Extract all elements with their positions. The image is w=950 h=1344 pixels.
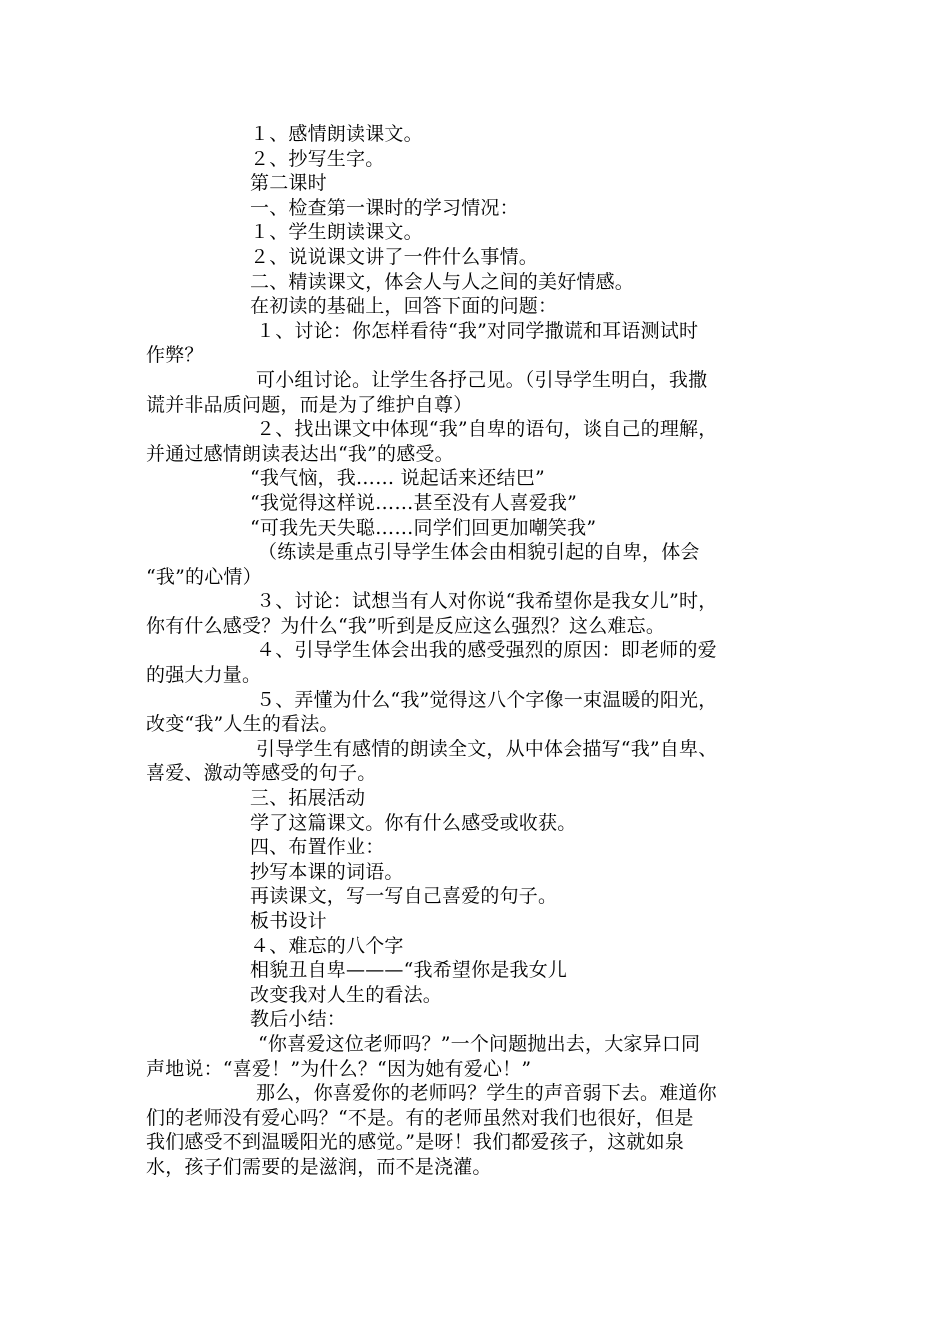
text-line: 你有什么感受？为什么“我”听到是反应这么强烈？这么难忘。 [146,614,666,637]
text-line: （练读是重点引导学生体会由相貌引起的自卑，体会 [258,541,700,564]
text-line: １、感情朗读课文。 [250,123,423,145]
text-line: 水，孩子们需要的是滋润，而不是浇灌。 [146,1155,492,1178]
text-line: ４、难忘的八个字 [250,934,404,957]
text-line: 一、检查第一课时的学习情况： [250,196,519,219]
text-line: 二、精读课文，体会人与人之间的美好情感。 [250,270,635,293]
text-line: ２、说说课文讲了一件什么事情。 [250,245,539,268]
text-line: “我”的心情） [146,565,262,588]
text-line: 三、拓展活动 [250,787,366,810]
text-line: 那么，你喜爱你的老师吗？学生的声音弱下去。难道你 [256,1082,717,1105]
text-line: 喜爱、激动等感受的句子。 [146,762,377,785]
text-line: １、学生朗读课文。 [250,221,423,244]
text-line: ２、找出课文中体现“我”自卑的语句，谈自己的理解， [256,418,718,441]
text-line: 并通过感情朗读表达出“我”的感受。 [146,442,454,465]
text-line: “可我先天失聪……同学们回更加嘲笑我” [250,516,597,539]
text-line: 谎并非品质问题，而是为了维护自尊） [146,393,473,416]
text-line: 教后小结： [250,1008,347,1031]
text-line: 可小组讨论。让学生各抒己见。（引导学生明白，我撒 [256,368,708,391]
text-line: 板书设计 [250,910,327,932]
text-line: 抄写本课的词语。 [250,860,404,883]
text-line: 第二课时 [250,172,327,195]
text-line: 在初读的基础上，回答下面的问题： [250,295,558,318]
text-line: 相貌丑自卑———“我希望你是我女儿 [250,959,568,982]
text-line: 声地说：“喜爱！”为什么？“因为她有爱心！” [146,1057,532,1080]
text-line: 四、布置作业： [250,836,385,859]
text-line: 改变“我”人生的看法。 [146,713,339,736]
text-line: ２、抄写生字。 [250,147,385,170]
text-line: 的强大力量。 [146,664,262,687]
text-line: 引导学生有感情的朗读全文，从中体会描写“我”自卑、 [256,737,718,760]
text-line: 们的老师没有爱心吗？“不是。有的老师虽然对我们也很好，但是 [146,1106,694,1129]
text-line: 我们感受不到温暖阳光的感觉。”是呀！我们都爱孩子，这就如泉 [146,1131,685,1154]
text-line: 改变我对人生的看法。 [250,983,443,1006]
text-line: １、讨论：你怎样看待“我”对同学撒谎和耳语测试时 [256,319,699,342]
text-line: 学了这篇课文。你有什么感受或收获。 [250,811,577,834]
text-line: ５、弄懂为什么“我”觉得这八个字像一束温暖的阳光， [256,688,718,711]
text-line: ３、讨论：试想当有人对你说“我希望你是我女儿”时， [256,590,718,613]
text-line: “我气恼，我…… 说起话来还结巴” [250,467,545,490]
text-line: 作弊？ [146,344,204,367]
text-line: 再读课文，写一写自己喜爱的句子。 [250,885,558,908]
document-body [146,122,816,1180]
text-line: “你喜爱这位老师吗？”一个问题抛出去，大家异口同 [258,1032,701,1055]
text-line: “我觉得这样说……甚至没有人喜爱我” [250,491,578,514]
text-line: ４、引导学生体会出我的感受强烈的原因：即老师的爱 [256,639,717,662]
